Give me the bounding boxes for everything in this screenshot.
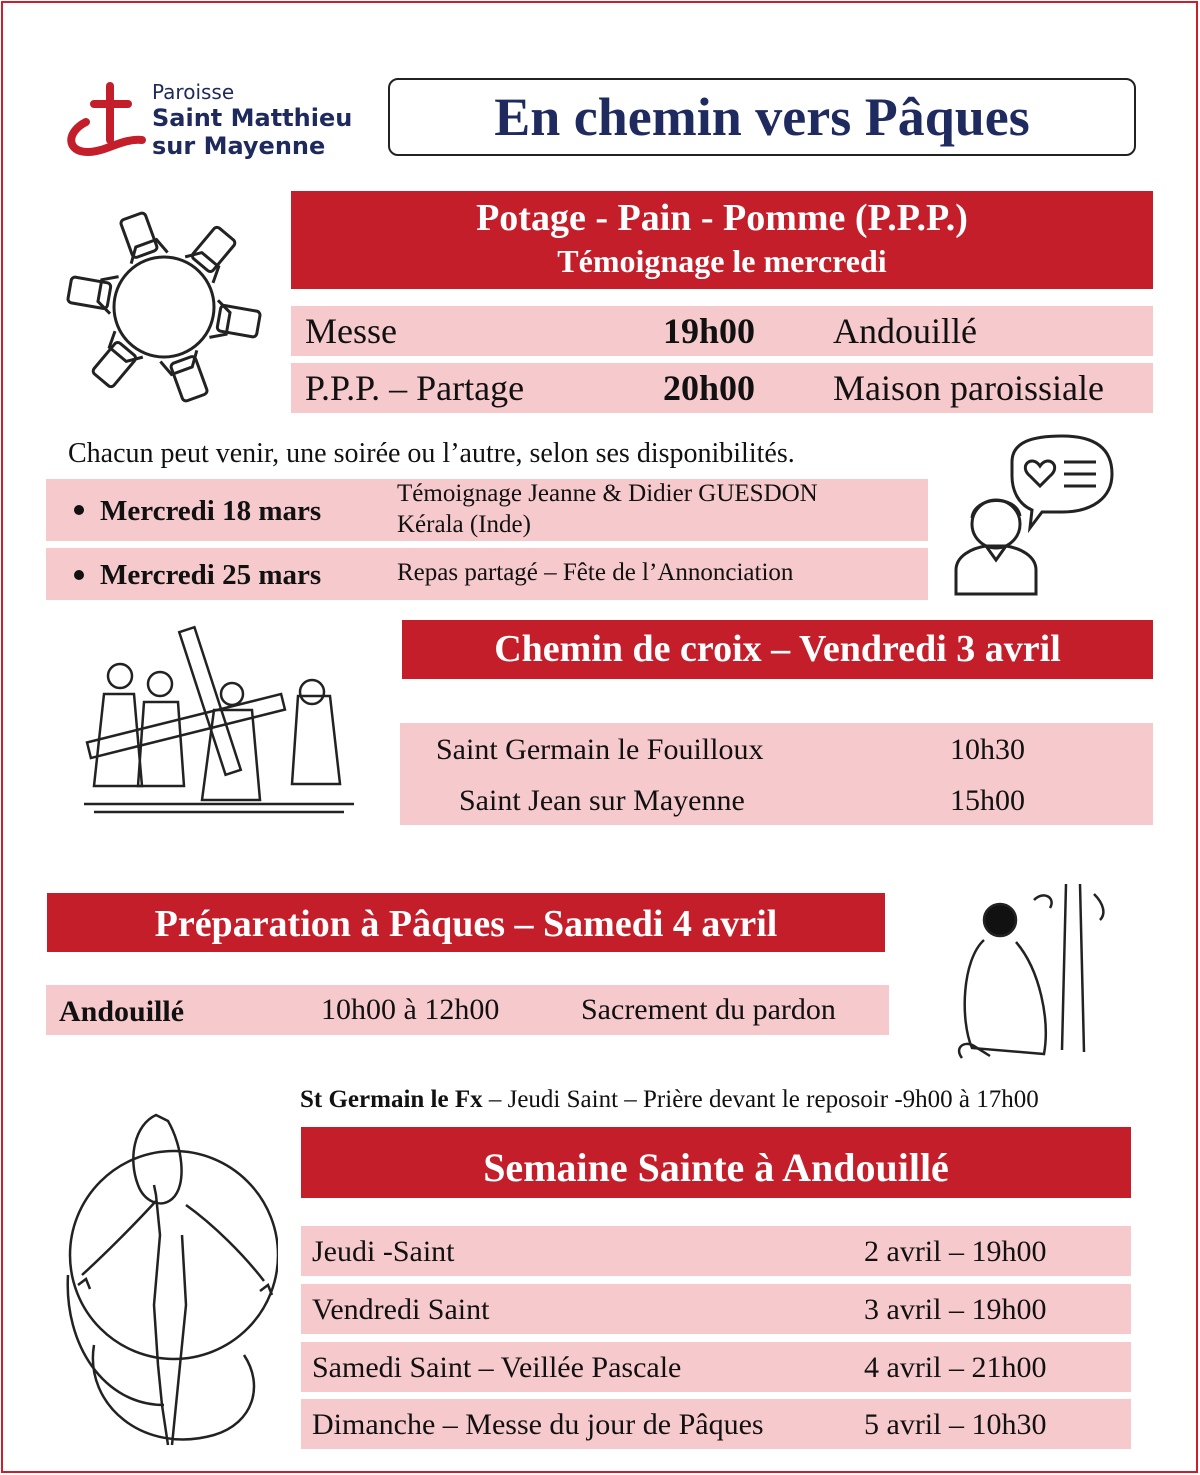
semaine-row: [301, 1342, 1131, 1392]
parish-logo-icon: [60, 82, 152, 162]
preparation-row: [46, 985, 889, 1035]
speaking-person-icon: [952, 432, 1118, 600]
confession-icon: [944, 880, 1114, 1066]
semaine-when: 4 avril – 21h00: [864, 1351, 1047, 1384]
wednesday-date: Mercredi 25 mars: [100, 559, 322, 591]
bullet-icon: [74, 570, 84, 580]
ppp-row-time: 20h00: [663, 368, 756, 408]
preparation-header: Préparation à Pâques – Samedi 4 avril: [47, 893, 885, 952]
semaine-label: Samedi Saint – Veillée Pascale: [312, 1351, 682, 1384]
croix-time: 10h30: [950, 733, 1025, 766]
parish-line-3: sur Mayenne: [152, 132, 326, 160]
wednesday-desc-1: Témoignage Jeanne & Didier GUESDON: [397, 480, 818, 507]
parish-line-2: Saint Matthieu: [152, 104, 353, 132]
reposoir-text: – Jeudi Saint – Prière devant le reposoir -9h00 à 17h00: [482, 1086, 1039, 1113]
semaine-row: [301, 1284, 1131, 1334]
preparation-time: 10h00 à 12h00: [321, 993, 500, 1026]
way-of-cross-icon: [84, 624, 358, 818]
reposoir-bold: St Germain le Fx: [300, 1086, 483, 1113]
semaine-row: [301, 1399, 1131, 1449]
ppp-row-place: Andouillé: [833, 311, 977, 351]
ppp-row-label: P.P.P. – Partage: [305, 368, 525, 408]
semaine-when: 5 avril – 10h30: [864, 1408, 1047, 1441]
semaine-label: Vendredi Saint: [312, 1293, 490, 1326]
semaine-label: Dimanche – Messe du jour de Pâques: [312, 1408, 764, 1441]
risen-christ-icon: [64, 1105, 278, 1467]
wednesday-row-2: [46, 548, 928, 600]
ppp-row-place: Maison paroissiale: [833, 368, 1104, 408]
page-title: En chemin vers Pâques: [388, 78, 1136, 156]
semaine-label: Jeudi -Saint: [312, 1235, 455, 1268]
ppp-note: Chacun peut venir, une soirée ou l’autre, selon ses disponibilités.: [68, 438, 795, 469]
ppp-row-mass: [291, 306, 1153, 356]
joined-hands-icon: [62, 205, 267, 410]
croix-place: Saint Germain le Fouilloux: [436, 733, 764, 766]
preparation-place: Andouillé: [59, 995, 185, 1028]
croix-time: 15h00: [950, 784, 1025, 817]
parish-line-1: Paroisse: [152, 80, 235, 104]
bullet-icon: [74, 505, 84, 515]
semaine-row: [301, 1226, 1131, 1276]
ppp-title: Potage - Pain - Pomme (P.P.P.): [476, 197, 968, 239]
wednesday-date: Mercredi 18 mars: [100, 495, 322, 527]
reposoir-line: [300, 1086, 1039, 1114]
ppp-header: [291, 191, 1153, 289]
wednesday-row-1: [46, 479, 928, 541]
ppp-row-sharing: [291, 363, 1153, 413]
semaine-when: 3 avril – 19h00: [864, 1293, 1047, 1326]
wednesday-desc-1: Repas partagé – Fête de l’Annonciation: [397, 559, 794, 586]
croix-table: [400, 723, 1153, 825]
semaine-when: 2 avril – 19h00: [864, 1235, 1047, 1268]
wednesday-desc-2: Kérala (Inde): [397, 511, 531, 538]
ppp-row-label: Messe: [305, 311, 397, 351]
semaine-header: Semaine Sainte à Andouillé: [301, 1127, 1131, 1198]
preparation-desc: Sacrement du pardon: [581, 993, 836, 1026]
ppp-subtitle: Témoignage le mercredi: [557, 243, 887, 279]
croix-header: Chemin de croix – Vendredi 3 avril: [402, 620, 1153, 679]
ppp-row-time: 19h00: [663, 311, 756, 351]
croix-place: Saint Jean sur Mayenne: [459, 784, 745, 817]
